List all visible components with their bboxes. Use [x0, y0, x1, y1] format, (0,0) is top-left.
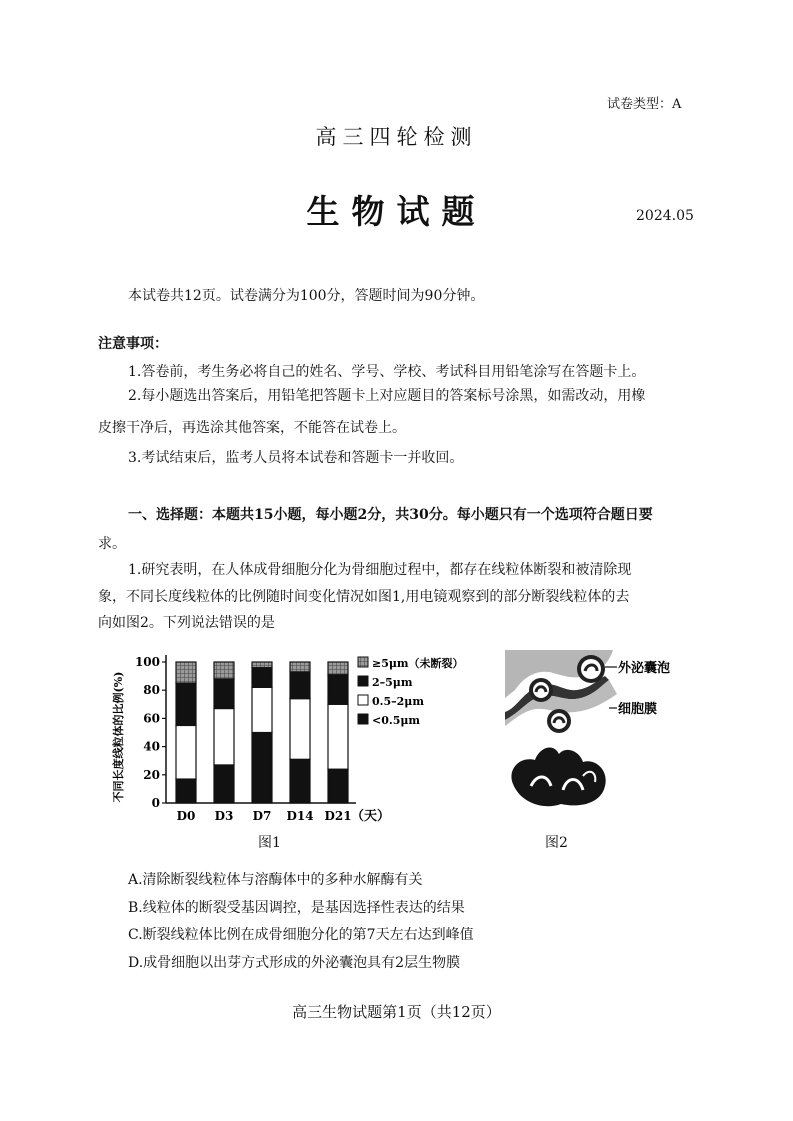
y-tick-label: 80: [143, 683, 160, 698]
y-axis: [135, 655, 356, 810]
x-tick-label: D7: [252, 809, 272, 823]
option-d: D.成骨细胞以出芽方式形成的外泌囊泡具有2层生物膜: [128, 955, 461, 971]
exam-subtitle: 高三四轮检测: [315, 125, 478, 149]
legend-swatch: [358, 657, 368, 667]
option-a: A.清除断裂线粒体与溶酶体中的多种水解酶有关: [128, 872, 423, 888]
bar-segment: [252, 662, 272, 668]
x-axis-unit: （天）: [351, 809, 391, 824]
bar-segment: [252, 733, 272, 804]
membrane-label: 细胞膜: [618, 702, 658, 717]
question-1-line-2: 象，不同长度线粒体的比例随时间变化情况如图1,用电镜观察到的部分断裂线粒体的去: [98, 589, 630, 605]
bar-segment: [176, 725, 196, 779]
notice-item-2-line-2: 皮擦干净后，再选涂其他答案，不能答在试卷上。: [98, 420, 406, 436]
option-b: B.线粒体的断裂受基因调控，是基因选择性表达的结果: [128, 900, 465, 916]
x-tick-label: D0: [176, 809, 196, 823]
intro-text: 本试卷共12页。试卷满分为100分，答题时间为90分钟。: [128, 288, 485, 304]
y-tick-label: 100: [134, 655, 160, 669]
bars: [176, 662, 348, 803]
y-tick-label: 20: [143, 767, 160, 782]
bar-segment: [290, 662, 310, 672]
bar-segment: [328, 675, 348, 705]
section-heading-line-2: 求。: [98, 536, 126, 552]
bar-segment: [176, 662, 196, 683]
y-tick-label: 60: [143, 711, 160, 726]
bar-segment: [290, 699, 310, 760]
notice-item-3: 3.考试结束后，监考人员将本试卷和答题卡一并收回。: [128, 450, 464, 466]
paper-type: 试卷类型：A: [607, 97, 682, 112]
y-tick-label: 0: [151, 796, 160, 810]
figure-2-caption: 图2: [545, 835, 568, 851]
figure-2-micrograph: [505, 650, 695, 822]
legend-label: ≥5μm（未断裂）: [372, 657, 464, 670]
section-heading-line-1: 一、选择题：本题共15小题，每小题2分，共30分。每小题只有一个选项符合题日要: [128, 507, 653, 523]
question-1-line-3: 向如图2。下列说法错误的是: [98, 615, 275, 631]
figure-1-caption: 图1: [258, 835, 281, 851]
notice-item-1: 1.答卷前，考生务必将自己的姓名、学号、学校、考试科目用铅笔涂写在答题卡上。: [128, 364, 646, 380]
legend-swatch: [358, 676, 368, 686]
bar-segment: [214, 765, 234, 803]
legend-label: 0.5–2μm: [372, 695, 424, 708]
x-tick-label: D14: [286, 809, 314, 823]
bar-segment: [252, 687, 272, 732]
bar-segment: [328, 769, 348, 803]
x-tick-label: D3: [214, 809, 234, 823]
legend-swatch: [358, 714, 368, 724]
bar-segment: [214, 662, 234, 679]
bar-segment: [176, 779, 196, 803]
notice-item-2-line-1: 2.每小题选出答案后，用铅笔把答题卡上对应题目的答案标号涂黑，如需改动，用橡: [128, 388, 646, 404]
bar-segment: [290, 759, 310, 803]
figure-1-chart: [108, 645, 488, 830]
exam-title: 生物试题: [306, 192, 487, 231]
legend-label: 2–5μm: [372, 676, 413, 689]
y-tick-label: 40: [143, 739, 160, 754]
bar-segment: [252, 668, 272, 688]
vesicle-label: 外泌囊泡: [618, 661, 671, 676]
x-tick-label: D21: [324, 809, 352, 823]
x-axis-labels: [177, 809, 352, 823]
legend: [358, 656, 464, 727]
bar-segment: [176, 683, 196, 725]
legend-swatch: [358, 695, 368, 705]
option-c: C.断裂线粒体比例在成骨细胞分化的第7天左右达到峰值: [128, 927, 474, 943]
bar-segment: [214, 679, 234, 709]
exam-date: 2024.05: [636, 208, 694, 224]
bar-segment: [328, 704, 348, 769]
question-1-line-1: 1.研究表明，在人体成骨细胞分化为骨细胞过程中，都存在线粒体断裂和被清除现: [128, 562, 632, 578]
bar-segment: [290, 672, 310, 699]
bar-segment: [214, 709, 234, 765]
y-axis-label: 不同长度线粒体的比例(%): [112, 671, 125, 803]
notice-heading: 注意事项：: [98, 336, 168, 352]
legend-label: <0.5μm: [372, 714, 421, 727]
bar-segment: [328, 662, 348, 675]
page-footer: 高三生物试题第1页（共12页）: [292, 1003, 501, 1021]
